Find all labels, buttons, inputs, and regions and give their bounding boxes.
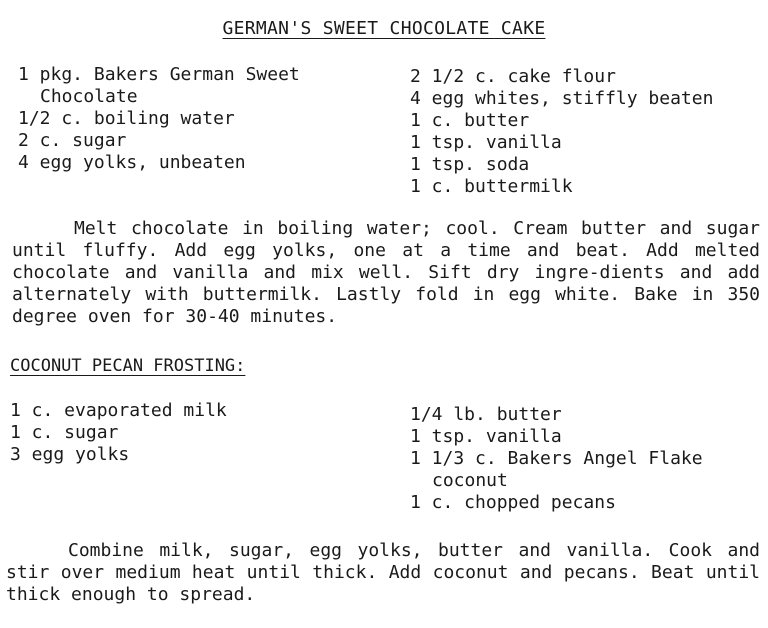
ingredient: 2 c. sugar — [18, 130, 127, 151]
ingredient: 1/4 lb. butter — [410, 404, 562, 425]
ingredient: 1/2 c. boiling water — [18, 108, 235, 129]
ingredient: 4 egg whites, stiffly beaten — [410, 88, 714, 109]
ingredient: 1 c. buttermilk — [410, 176, 573, 197]
ingredient: 1 tsp. vanilla — [410, 132, 562, 153]
frosting-title: COCONUT PECAN FROSTING: — [10, 356, 246, 376]
ingredient: 4 egg yolks, unbeaten — [18, 152, 246, 173]
frosting-directions: Combine milk, sugar, egg yolks, butter and vanilla. Cook and stir over medium heat until thick. Add coconut and pecans. Beat until thick enough to spread. — [6, 540, 760, 605]
ingredient: 3 egg yolks — [10, 444, 130, 465]
ingredient: 1 tsp. soda — [410, 154, 530, 175]
cake-directions: Melt chocolate in boiling water; cool. Cream butter and sugar until fluffy. Add egg yolks, one at a time and beat. Add melted chocolate and vanilla and mix well. Sift dry ingre-dients and add alternately with buttermilk. Lastly fold in egg white. Bake in 350 degree oven for 30-40 minutes. — [12, 218, 760, 327]
cake-title: GERMAN'S SWEET CHOCOLATE CAKE — [222, 18, 546, 39]
ingredient: 1 c. chopped pecans — [410, 492, 616, 513]
ingredient: Chocolate — [40, 86, 138, 107]
ingredient: 1 pkg. Bakers German Sweet — [18, 64, 300, 85]
ingredient: 1 1/3 c. Bakers Angel Flake — [410, 448, 703, 469]
ingredient: 2 1/2 c. cake flour — [410, 66, 616, 87]
ingredient: 1 c. butter — [410, 110, 530, 131]
cake-ingredients-left — [18, 64, 300, 174]
ingredient: 1 c. evaporated milk — [10, 400, 227, 421]
ingredient: 1 c. sugar — [10, 422, 119, 443]
frosting-ingredients-right — [410, 404, 703, 514]
ingredient: coconut — [432, 470, 508, 491]
cake-ingredients-right — [410, 66, 713, 198]
frosting-ingredients-left — [10, 400, 227, 466]
ingredient: 1 tsp. vanilla — [410, 426, 562, 447]
